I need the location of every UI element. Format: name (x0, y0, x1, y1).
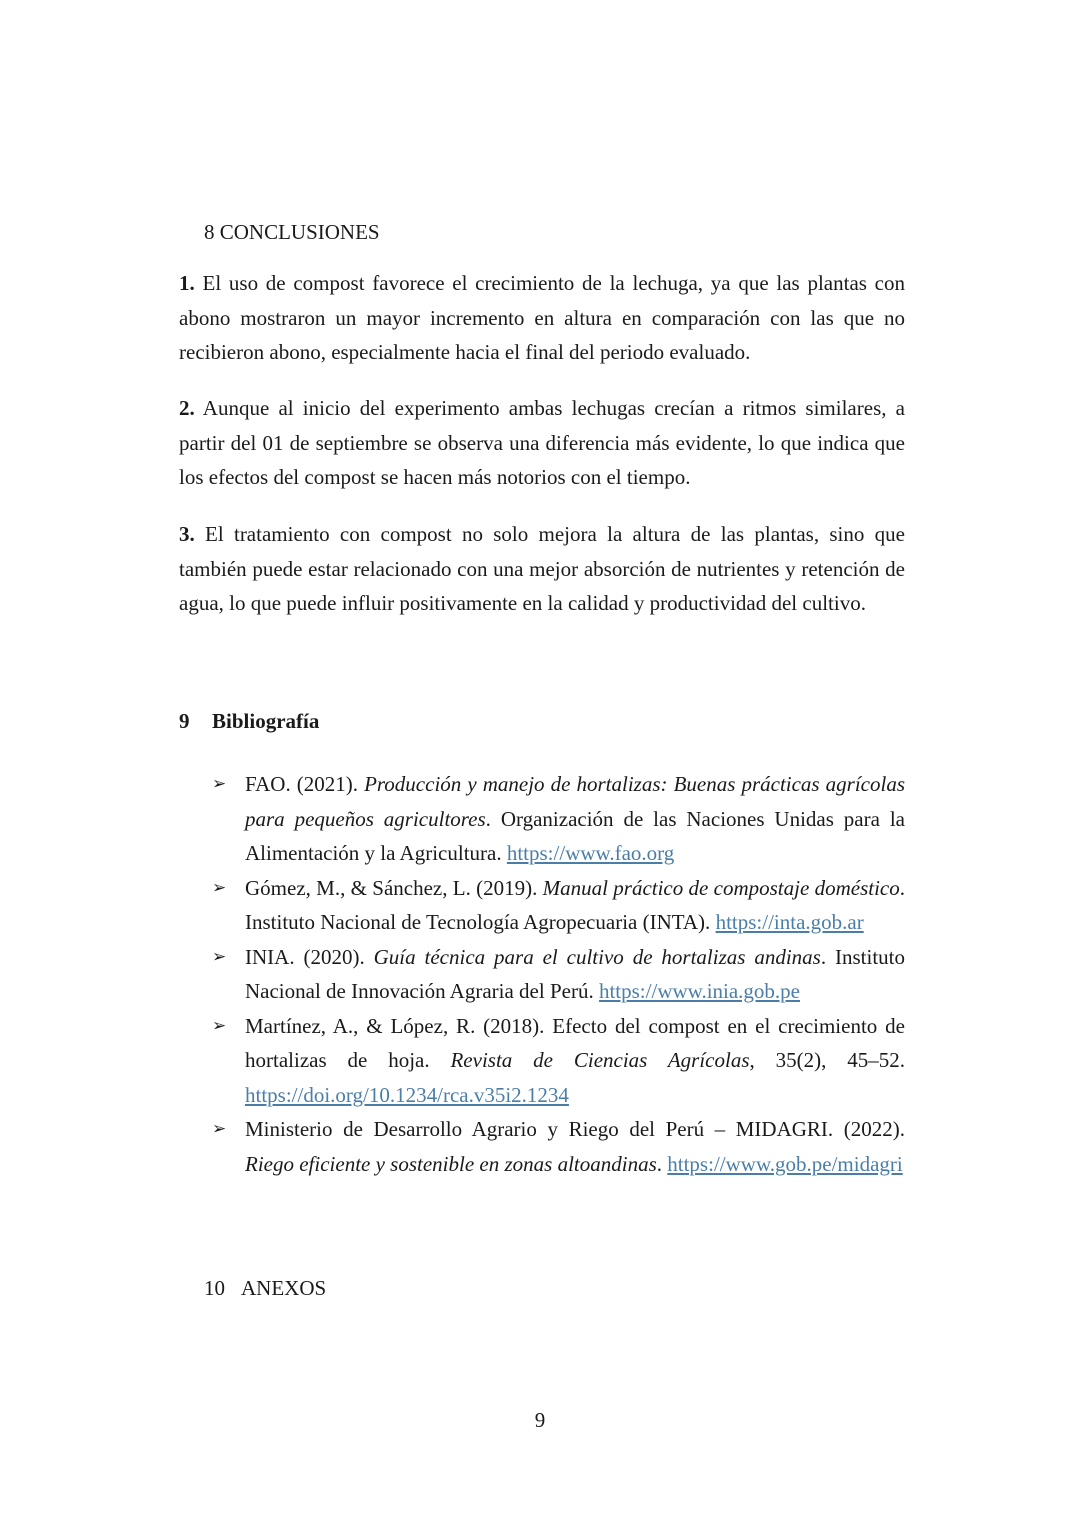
conclusion-paragraph-2 (179, 391, 905, 495)
bibliography-entry (212, 871, 905, 940)
reference-title: Manual práctico de compostaje doméstico (542, 875, 900, 900)
conclusion-number: 3. (179, 522, 195, 546)
reference-link[interactable]: https://www.gob.pe/midagri (667, 1151, 903, 1176)
reference-link[interactable]: https://doi.org/10.1234/rca.v35i2.1234 (245, 1082, 569, 1107)
bibliography-entry (212, 1112, 905, 1181)
reference-title: Revista de Ciencias Agrícolas (450, 1048, 750, 1072)
reference-title: Riego eficiente y sostenible en zonas altoandinas (245, 1151, 657, 1176)
section-number: 9 (179, 709, 190, 733)
conclusion-text: El uso de compost favorece el crecimiento de la lechuga, ya que las plantas con abono mostraron un mayor incremento en altura en comparación con las que no recibieron abono, especialmente hacia el final del periodo evaluado. (179, 271, 905, 365)
arrow-bullet-icon: ➢ (212, 774, 227, 794)
reference-publisher: . Organización de las Naciones Unidas para la Alimentación y la Agricultura. (245, 806, 905, 865)
section-title: ANEXOS (241, 1276, 327, 1300)
bibliography-list (0, 767, 1080, 1181)
page-number: 9 (534, 1408, 546, 1432)
reference-authors: Martínez, A., & López, R. (2018). Efecto del compost en el crecimiento de hortalizas de hoja. (245, 1013, 905, 1072)
conclusion-text: El tratamiento con compost no solo mejora la altura de las plantas, sino que también puede estar relacionado con una mejor absorción de nutrientes y retención de agua, lo que puede influir positivamente en la calidad y productividad del cultivo. (179, 522, 905, 616)
conclusion-paragraph-3 (179, 517, 905, 621)
bibliography-entry (212, 767, 905, 871)
reference-publisher: , 35(2), 45–52. (749, 1048, 905, 1072)
arrow-bullet-icon: ➢ (212, 1119, 227, 1139)
section-heading-bibliografia (179, 709, 319, 734)
reference-authors: Ministerio de Desarrollo Agrario y Riego del Perú – MIDAGRI. (2022). (245, 1117, 905, 1141)
section-number: 10 (204, 1276, 225, 1300)
reference-title: Guía técnica para el cultivo de hortalizas andinas (373, 944, 821, 969)
reference-publisher: . Instituto Nacional de Innovación Agraria del Perú. (245, 944, 905, 1003)
conclusion-paragraph-1 (179, 266, 905, 370)
arrow-bullet-icon: ➢ (212, 946, 227, 967)
section-title: Bibliografía (212, 709, 320, 733)
section-heading-conclusiones: 8 CONCLUSIONES (204, 220, 380, 244)
reference-publisher: . Instituto Nacional de Tecnología Agropecuaria (INTA). (245, 875, 905, 934)
bibliography-entry (212, 1009, 905, 1113)
reference-authors: FAO. (2021). (245, 772, 365, 796)
reference-publisher: . (656, 1151, 668, 1176)
conclusion-number: 2. (179, 396, 195, 420)
conclusion-text: Aunque al inicio del experimento ambas lechugas crecían a ritmos similares, a partir del 01 de septiembre se observa una diferencia más evidente, lo que indica que los efectos del compost se hacen más notorios con el tiempo. (179, 396, 905, 490)
arrow-bullet-icon: ➢ (212, 877, 227, 898)
reference-authors: INIA. (2020). (245, 944, 374, 969)
reference-link[interactable]: https://www.fao.org (506, 841, 675, 865)
reference-authors: Gómez, M., & Sánchez, L. (2019). (245, 875, 543, 900)
reference-link[interactable]: https://inta.gob.ar (715, 910, 864, 934)
conclusion-number: 1. (179, 271, 195, 295)
section-heading-anexos (204, 1276, 326, 1301)
arrow-bullet-icon: ➢ (212, 1015, 227, 1036)
reference-title: Producción y manejo de hortalizas: Buenas prácticas agrícolas para pequeños agricultores (245, 772, 905, 831)
bibliography-entry (212, 940, 905, 1009)
reference-link[interactable]: https://www.inia.gob.pe (598, 979, 801, 1003)
